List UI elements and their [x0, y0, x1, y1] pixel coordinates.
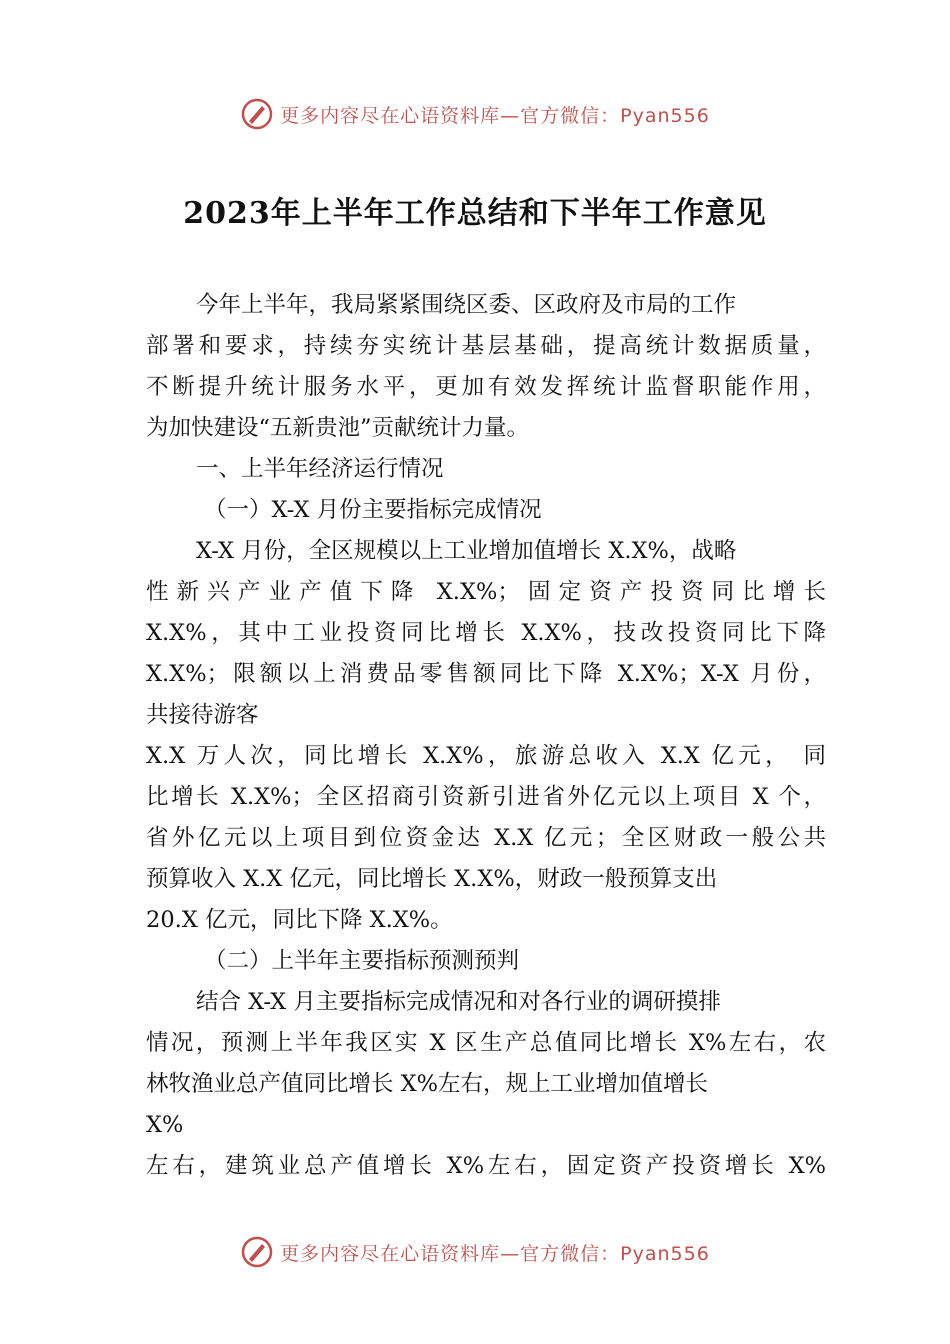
body-line: 为加快建设“五新贵池”贡献统计力量。 [146, 415, 530, 441]
body-line: 情况，预测上半年我区实 X 区生产总值同比增长 X%左右，农 [146, 1030, 826, 1056]
watermark-footer [0, 1232, 950, 1272]
document-title: 2023年上半年工作总结和下半年工作意见 [183, 196, 767, 231]
body-line: 左右，建筑业总产值增长 X%左右，固定资产投资增长 X% [146, 1153, 826, 1179]
subsection-heading: （二）上半年主要指标预测预判 [204, 948, 520, 974]
subsection-heading: （一）X-X 月份主要指标完成情况 [204, 497, 542, 523]
body-line: 结合 X-X 月主要指标完成情况和对各行业的调研摸排 [196, 989, 721, 1015]
logo-icon [240, 97, 274, 131]
body-line: X% [146, 1112, 184, 1138]
body-line: 预算收入 X.X 亿元，同比增长 X.X%，财政一般预算支出 [146, 866, 718, 892]
body-line: 不断提升统计服务水平，更加有效发挥统计监督职能作用， [146, 374, 826, 400]
body-line: 性新兴产业产值下降 X.X%；固定资产投资同比增长 [146, 579, 826, 605]
body-line: X-X 月份，全区规模以上工业增加值增长 X.X%，战略 [196, 538, 737, 564]
body-line: X.X%，其中工业投资同比增长 X.X%，技改投资同比下降 [146, 620, 826, 646]
section-heading: 一、上半年经济运行情况 [196, 456, 444, 482]
body-line: 今年上半年，我局紧紧围绕区委、区政府及市局的工作 [196, 292, 737, 318]
body-line: 省外亿元以上项目到位资金达 X.X 亿元；全区财政一般公共 [146, 825, 826, 851]
body-line: X.X%；限额以上消费品零售额同比下降 X.X%；X-X 月份， [146, 661, 826, 687]
body-line: 比增长 X.X%；全区招商引资新引进省外亿元以上项目 X 个， [146, 784, 826, 810]
watermark-text: 更多内容尽在心语资料库—官方微信：Pyan556 [280, 104, 710, 127]
logo-icon [240, 1235, 274, 1269]
body-line: 共接待游客 [146, 702, 259, 728]
watermark-header [0, 94, 950, 134]
body-line: 20.X 亿元，同比下降 X.X%。 [146, 907, 453, 933]
document-body [146, 285, 826, 1187]
watermark-text: 更多内容尽在心语资料库—官方微信：Pyan556 [280, 1242, 710, 1265]
body-line: 部署和要求，持续夯实统计基层基础，提高统计数据质量， [146, 333, 826, 359]
body-line: X.X 万人次，同比增长 X.X%，旅游总收入 X.X 亿元， 同 [146, 743, 826, 769]
body-line: 林牧渔业总产值同比增长 X%左右，规上工业增加值增长 [146, 1071, 709, 1097]
